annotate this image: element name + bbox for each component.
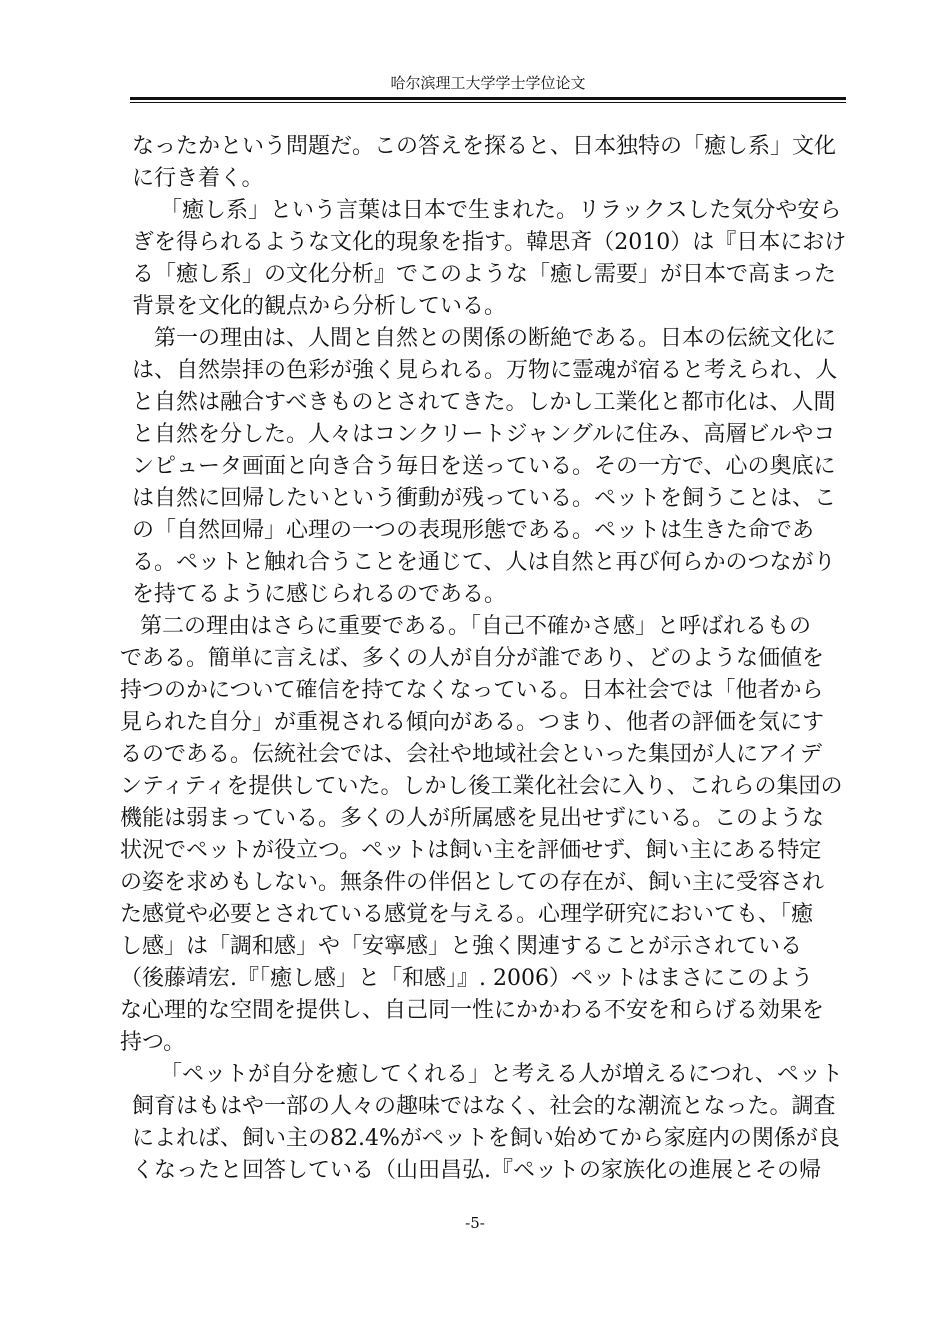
running-header: 哈尔滨理工大学学士学位论文	[390, 74, 586, 92]
text-line: （後藤靖宏.『「癒し感」と「和感」』. 2006）ペットはまさにこのよう	[120, 966, 813, 991]
text-line: 持つ。	[120, 1030, 186, 1055]
text-line: 背景を文化的観点から分析している。	[132, 294, 507, 319]
text-line: は自然に回帰したいという衝動が残っている。ペットを飼うことは、こ	[132, 486, 837, 511]
text-line: 「ペットが自分を癒してくれる」と考える人が増えるにつれ、ペット	[160, 1062, 843, 1087]
text-line: た感覚や必要とされている感覚を与える。心理学研究においても、「癒	[120, 902, 814, 927]
text-line: を持てるように感じられるのである。	[132, 582, 507, 607]
text-line: ぎを得られるような文化的現象を指す。韓思斉（2010）は『日本におけ	[132, 230, 847, 255]
text-line: と自然を分した。人々はコンクリートジャングルに住み、高層ビルやコ	[132, 422, 836, 447]
text-line: 第一の理由は、人間と自然との関係の断絶である。日本の伝統文化に	[154, 326, 837, 351]
text-line: な心理的な空間を提供し、自己同一性にかかわる不安を和らげる効果を	[120, 998, 825, 1023]
text-line: によれば、飼い主の82.4%がペットを飼い始めてから家庭内の関係が良	[132, 1126, 840, 1151]
text-line: は、自然崇拝の色彩が強く見られる。万物に霊魂が宿ると考えられ、人	[132, 358, 838, 383]
text-line: るのである。伝統社会では、会社や地域社会といった集団が人にアイデ	[120, 742, 823, 767]
text-line: る。ペットと触れ合うことを通じて、人は自然と再び何らかのつながり	[132, 550, 836, 575]
page-number: -5-	[465, 1214, 485, 1232]
text-line: と自然は融合すべきものとされてきた。しかし工業化と都市化は、人間	[132, 390, 836, 415]
text-line: くなったと回答している（山田昌弘.『ペットの家族化の進展とその帰	[132, 1158, 821, 1183]
text-line: ンピュータ画面と向き合う毎日を送っている。その一方で、心の奥底に	[132, 454, 836, 479]
text-line: ンティティを提供していた。しかし後工業化社会に入り、これらの集団の	[120, 774, 843, 799]
text-line: し感」は「調和感」や「安寧感」と強く関連することが示されている	[120, 934, 803, 959]
text-line: 第二の理由はさらに重要である。「自己不確かさ感」と呼ばれるもの	[140, 614, 812, 639]
text-line: の「自然回帰」心理の一つの表現形態である。ペットは生きた命であ	[132, 518, 815, 543]
text-line: の姿を求めもしない。無条件の伴侶としての存在が、飼い主に受容され	[120, 870, 825, 895]
text-line: 「癒し系」という言葉は日本で生まれた。リラックスした気分や安ら	[160, 198, 842, 223]
text-line: に行き着く。	[132, 166, 264, 191]
header-rule-thick	[130, 97, 846, 100]
text-line: 機能は弱まっている。多くの人が所属感を見出せずにいる。このような	[120, 806, 825, 831]
text-line: 見られた自分」が重視される傾向がある。つまり、他者の評価を気にす	[120, 710, 825, 735]
text-line: 持つのかについて確信を持てなくなっている。日本社会では「他者から	[120, 678, 824, 703]
text-line: である。簡単に言えば、多くの人が自分が誰であり、どのような価値を	[120, 646, 825, 671]
text-line: なったかという問題だ。この答えを探ると、日本独特の「癒し系」文化	[132, 134, 837, 159]
text-line: 飼育はもはや一部の人々の趣味ではなく、社会的な潮流となった。調査	[132, 1094, 836, 1119]
header-rule-thin	[130, 102, 846, 103]
body-text	[120, 131, 850, 1187]
text-line: 状況でペットが役立つ。ペットは飼い主を評価せず、飼い主にある特定	[120, 838, 822, 863]
text-line: る「癒し系」の文化分析』でこのような「癒し需要」が日本で高まった	[132, 262, 837, 287]
